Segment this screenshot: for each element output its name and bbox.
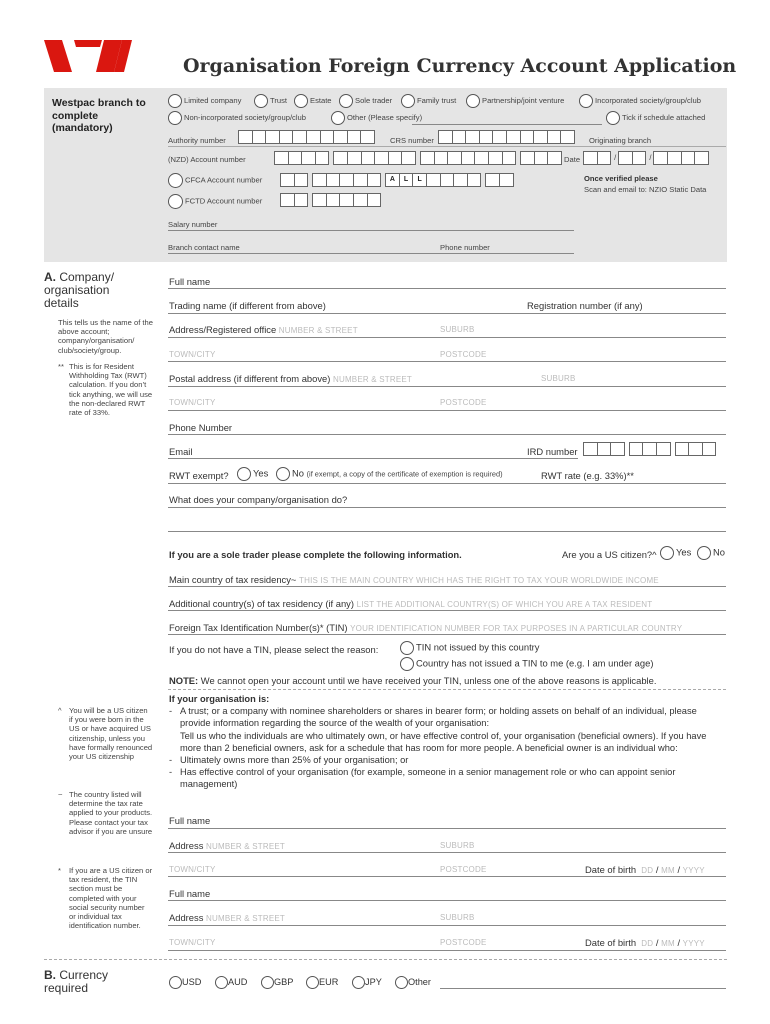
- tin-note: If you are a US citizen or tax resident, the TIN section must be completed with your social security number or individual tax identification number.: [69, 866, 153, 931]
- tax-country-note: The country listed will determine the tax rate applied to your products. Please contact your tax advisor if you are unsure: [69, 790, 153, 836]
- branch-contact-line[interactable]: [168, 253, 574, 254]
- rwt-line[interactable]: [168, 483, 726, 484]
- entity-family-trust[interactable]: Family trust: [401, 94, 456, 108]
- entity-limited-company[interactable]: Limited company: [168, 94, 241, 108]
- entity-partnership[interactable]: Partnership/joint venture: [466, 94, 564, 108]
- section-b-divider: [44, 959, 727, 960]
- address-registered-label: Address/Registered office NUMBER & STREET: [169, 324, 358, 335]
- postal-suburb-placeholder: SUBURB: [541, 374, 576, 383]
- originating-branch-label: Originating branch: [589, 136, 652, 145]
- branch-contact-label: Branch contact name: [168, 243, 240, 252]
- town-city-placeholder: TOWN/CITY: [169, 350, 216, 359]
- westpac-logo: [44, 40, 132, 72]
- email-label: Email: [169, 446, 193, 457]
- date-cells[interactable]: / /: [583, 151, 709, 165]
- crs-number-label: CRS number: [390, 136, 434, 145]
- tick-schedule-attached[interactable]: Tick if schedule attached: [606, 111, 705, 125]
- bo2-full-name-line[interactable]: [168, 900, 726, 901]
- phone-number-line[interactable]: [168, 434, 726, 435]
- other-specify-line: [412, 124, 602, 125]
- section-b-heading: B. Currency required: [44, 968, 109, 995]
- bo2-town-placeholder: TOWN/CITY: [169, 938, 216, 947]
- postal-address-line[interactable]: [168, 386, 726, 387]
- date-label: Date: [564, 155, 581, 164]
- entity-incorporated-society[interactable]: Incorporated society/group/club: [579, 94, 701, 108]
- authority-number-cells[interactable]: [238, 130, 375, 144]
- nzd-account-cells[interactable]: [274, 151, 562, 165]
- section-a-heading: A. Company/ organisation details: [44, 270, 115, 310]
- bo1-dob[interactable]: Date of birth DD / MM / YYYY: [585, 864, 705, 875]
- ird-number-label: IRD number: [527, 446, 578, 457]
- postal-address-label: Postal address (if different from above) NUMBER & STREET: [169, 373, 412, 384]
- bo1-town-line[interactable]: [168, 876, 726, 877]
- main-country-line[interactable]: [168, 586, 726, 587]
- address-line[interactable]: [168, 337, 726, 338]
- bo2-address-line[interactable]: [168, 925, 726, 926]
- rwt-rate-label: RWT rate (e.g. 33%)**: [541, 470, 634, 481]
- currency-other[interactable]: Other: [395, 976, 431, 989]
- what-does-line-2[interactable]: [168, 531, 726, 532]
- rwt-exempt-no[interactable]: No (if exempt, a copy of the certificate of exemption is required): [276, 467, 503, 481]
- tin-not-issued-option[interactable]: TIN not issued by this country: [400, 641, 540, 655]
- section-divider-dashed: [168, 689, 726, 690]
- bo1-full-name-line[interactable]: [168, 828, 726, 829]
- currency-jpy[interactable]: JPY: [352, 976, 382, 989]
- entity-non-incorporated-society[interactable]: Non-incorporated society/group/club: [168, 111, 306, 125]
- cfca-account-cells[interactable]: A L L: [280, 173, 514, 187]
- main-country-label: Main country of tax residency~ THIS IS THE MAIN COUNTRY WHICH HAS THE RIGHT TO TAX YOUR WORLDWIDE INCOME: [169, 574, 659, 585]
- country-not-issued-option[interactable]: Country has not issued a TIN to me (e.g. I am under age): [400, 657, 653, 671]
- bo1-address-line[interactable]: [168, 852, 726, 853]
- bo1-town-placeholder: TOWN/CITY: [169, 865, 216, 874]
- trading-name-label: Trading name (if different from above): [169, 300, 326, 311]
- entity-estate[interactable]: Estate: [294, 94, 332, 108]
- sole-trader-heading: If you are a sole trader please complete the following information.: [169, 549, 462, 560]
- us-citizen-note-mark: ^: [58, 706, 62, 715]
- currency-gbp[interactable]: GBP: [261, 976, 293, 989]
- us-citizen-no[interactable]: No: [697, 546, 725, 560]
- bo1-full-name-label: Full name: [169, 815, 211, 826]
- what-does-line[interactable]: [168, 507, 726, 508]
- registration-number-label: Registration number (if any): [527, 300, 643, 311]
- fctd-option[interactable]: FCTD Account number: [168, 194, 262, 209]
- entity-sole-trader[interactable]: Sole trader: [339, 94, 392, 108]
- entity-other[interactable]: Other (Please specify): [331, 111, 422, 125]
- scan-email-note: Scan and email to: NZIO Static Data: [584, 185, 707, 194]
- currency-usd[interactable]: USD: [169, 976, 201, 989]
- entity-trust[interactable]: Trust: [254, 94, 287, 108]
- suburb-placeholder: SUBURB: [440, 325, 475, 334]
- branch-section-label: Westpac branch to complete (mandatory): [52, 97, 146, 134]
- tax-country-note-mark: ~: [58, 790, 63, 799]
- once-verified-note: Once verified please: [584, 174, 658, 183]
- section-a-note: This tells us the name of the above account; company/organisation/ club/society/group.: [58, 318, 153, 355]
- ird-number-cells[interactable]: [583, 442, 716, 456]
- bo2-dob[interactable]: Date of birth DD / MM / YYYY: [585, 937, 705, 948]
- foreign-tin-line[interactable]: [168, 634, 726, 635]
- bo1-address-label: Address NUMBER & STREET: [169, 840, 286, 851]
- beneficial-owner-info: If your organisation is: - A trust; or a company with nominee shareholders or shares in bearer form; or holding assets on behalf of an individual, please provide information regarding the source of the wealth of your organisation: Tell us who the individuals are who ultimately own, or have effective control of, your organisation (beneficial owners). If you have more than 2 beneficial owners, ask for a schedule that has room for more people. A beneficial owner is an individual who: - Ultimately owns more than 25% of your organisation; or - Has effective control of your organisation (for example, someone in a senior management role or who can appoint senior management): [169, 694, 707, 790]
- bo1-suburb-placeholder: SUBURB: [440, 841, 475, 850]
- crs-number-cells[interactable]: [438, 130, 575, 144]
- us-citizen-yes[interactable]: Yes: [660, 546, 691, 560]
- additional-country-line[interactable]: [168, 610, 726, 611]
- phone-number-label: Phone Number: [169, 422, 233, 433]
- rwt-note-mark: **: [58, 362, 64, 371]
- postcode-placeholder: POSTCODE: [440, 350, 487, 359]
- additional-country-label: Additional country(s) of tax residency (if any) LIST THE ADDITIONAL COUNTRY(S) OF WHICH YOU ARE A TAX RESIDENT: [169, 598, 653, 609]
- postal-town-placeholder: TOWN/CITY: [169, 398, 216, 407]
- tin-note-text: NOTE: We cannot open your account until we have received your TIN, unless one of the above reasons is applicable.: [169, 675, 657, 686]
- bo2-suburb-placeholder: SUBURB: [440, 913, 475, 922]
- foreign-tin-label: Foreign Tax Identification Number(s)* (TIN) YOUR IDENTIFICATION NUMBER FOR TAX PURPOSES IN A PARTICULAR COUNTRY: [169, 622, 683, 633]
- currency-other-line[interactable]: [440, 988, 726, 989]
- town-line[interactable]: [168, 361, 726, 362]
- salary-number-label: Salary number: [168, 220, 218, 229]
- authority-number-label: Authority number: [168, 136, 226, 145]
- postal-postcode-placeholder: POSTCODE: [440, 398, 487, 407]
- us-citizen-note: You will be a US citizen if you were born in the US or have acquired US citizenship, unless you have formally renounced your US citizenship: [69, 706, 153, 762]
- salary-number-line[interactable]: [168, 230, 574, 231]
- what-does-label: What does your company/organisation do?: [169, 494, 348, 505]
- bo2-postcode-placeholder: POSTCODE: [440, 938, 487, 947]
- tin-note-mark: *: [58, 866, 61, 875]
- currency-aud[interactable]: AUD: [215, 976, 247, 989]
- trading-name-line[interactable]: [168, 313, 726, 314]
- no-tin-label: If you do not have a TIN, please select the reason:: [169, 644, 379, 655]
- full-name-label: Full name: [169, 276, 211, 287]
- bo1-postcode-placeholder: POSTCODE: [440, 865, 487, 874]
- email-line[interactable]: [168, 458, 578, 459]
- bo2-town-line[interactable]: [168, 950, 726, 951]
- us-citizen-label: Are you a US citizen?^: [562, 549, 657, 560]
- form-title: Organisation Foreign Currency Account Application: [183, 55, 737, 77]
- nzd-account-label: (NZD) Account number: [168, 155, 246, 164]
- rwt-exempt-label: RWT exempt?: [169, 470, 229, 481]
- bo2-full-name-label: Full name: [169, 888, 211, 899]
- fctd-account-cells[interactable]: [280, 193, 381, 207]
- cfca-option[interactable]: CFCA Account number: [168, 173, 262, 188]
- bo2-address-label: Address NUMBER & STREET: [169, 912, 286, 923]
- postal-town-line[interactable]: [168, 410, 726, 411]
- authority-line: [168, 146, 726, 147]
- rwt-note: This is for Resident Withholding Tax (RWT) calculation. If you don’t tick anything, we will use the non-declared RWT rate of 33%.: [69, 362, 153, 418]
- branch-phone-label: Phone number: [440, 243, 490, 252]
- full-name-line[interactable]: [168, 288, 726, 289]
- currency-eur[interactable]: EUR: [306, 976, 338, 989]
- rwt-exempt-yes[interactable]: Yes: [237, 467, 268, 481]
